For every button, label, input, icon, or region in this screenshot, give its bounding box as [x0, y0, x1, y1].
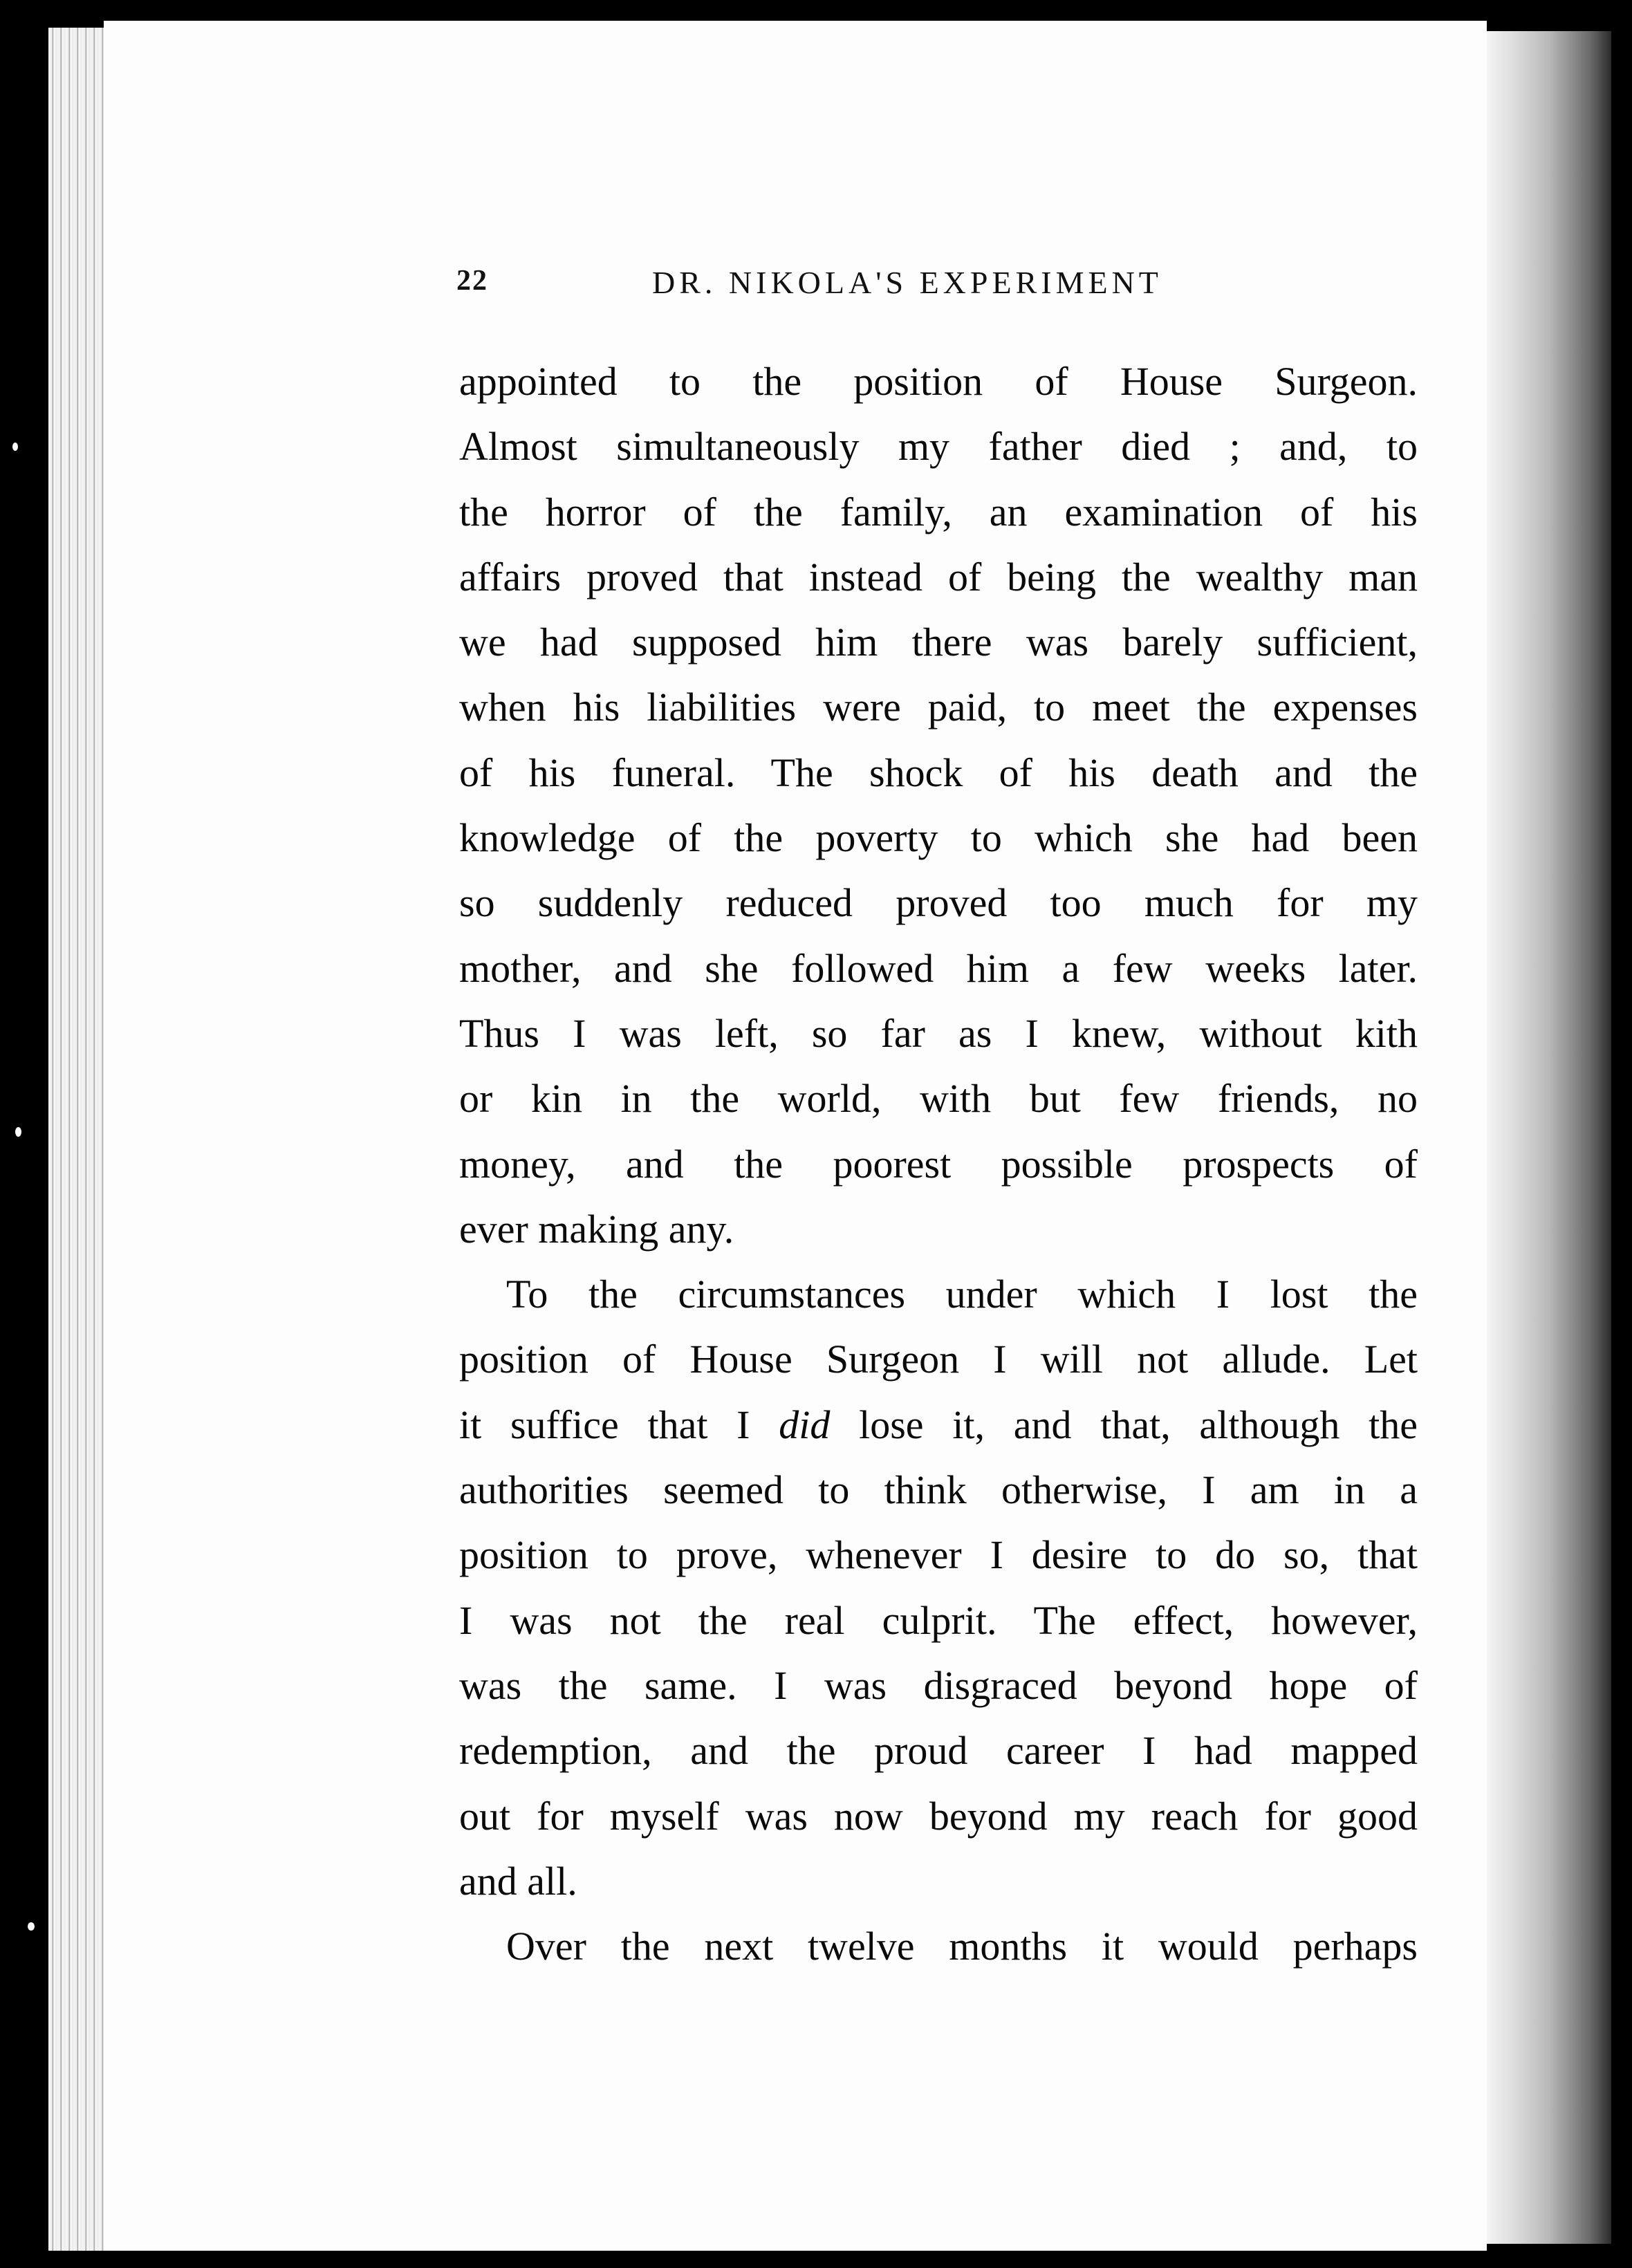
text-line: money, and the poorest possible prospects of: [459, 1141, 1418, 1187]
book-spine-shadow: [1487, 31, 1611, 2244]
text-line: To the circumstances under which I lost the: [506, 1272, 1418, 1317]
text-line: so suddenly reduced proved too much for my: [459, 880, 1418, 926]
text-line: appointed to the position of House Surgeon.: [459, 359, 1418, 404]
text-line: was the same. I was disgraced beyond hope of: [459, 1662, 1418, 1708]
text-line: position of House Surgeon I will not allude. Let: [459, 1337, 1418, 1382]
text-line: ever making any.: [459, 1206, 734, 1252]
text-line: knowledge of the poverty to which she had been: [459, 815, 1418, 861]
text-line: when his liabilities were paid, to meet the expenses: [459, 685, 1418, 730]
text-segment: lose it, and that, although the: [830, 1402, 1418, 1447]
text-line: Over the next twelve months it would perhaps: [506, 1924, 1418, 1969]
text-line: mother, and she followed him a few weeks later.: [459, 945, 1418, 991]
page-edges: [48, 28, 111, 2251]
running-head-title: DR. NIKOLA'S EXPERIMENT: [652, 265, 1162, 300]
text-line: I was not the real culprit. The effect, however,: [459, 1597, 1418, 1643]
text-line-with-emphasis: [459, 1393, 1418, 1458]
text-line: and all.: [459, 1858, 577, 1904]
text-line: Almost simultaneously my father died ; and, to: [459, 424, 1418, 470]
text-line: we had supposed him there was barely sufficient,: [459, 620, 1418, 665]
text-line: out for myself was now beyond my reach for good: [459, 1793, 1418, 1839]
text-line: the horror of the family, an examination of his: [459, 489, 1418, 535]
text-line: Thus I was left, so far as I knew, without kith: [459, 1010, 1418, 1056]
page-number: 22: [456, 265, 488, 297]
scan-speck: [15, 1127, 21, 1137]
scan-speck: [28, 1922, 35, 1931]
body-text: [459, 349, 1418, 1979]
text-line: authorities seemed to think otherwise, I am in a: [459, 1467, 1418, 1513]
running-head: [456, 264, 1418, 313]
text-line: affairs proved that instead of being the wealthy man: [459, 554, 1418, 599]
text-line: of his funeral. The shock of his death and the: [459, 750, 1418, 795]
emphasized-word: did: [779, 1402, 831, 1447]
text-line: redemption, and the proud career I had mapped: [459, 1728, 1418, 1774]
text-line: position to prove, whenever I desire to do so, that: [459, 1532, 1418, 1578]
scan-speck: [12, 443, 18, 451]
text-segment: it suffice that I: [459, 1402, 779, 1447]
text-line: or kin in the world, with but few friends, no: [459, 1076, 1418, 1122]
